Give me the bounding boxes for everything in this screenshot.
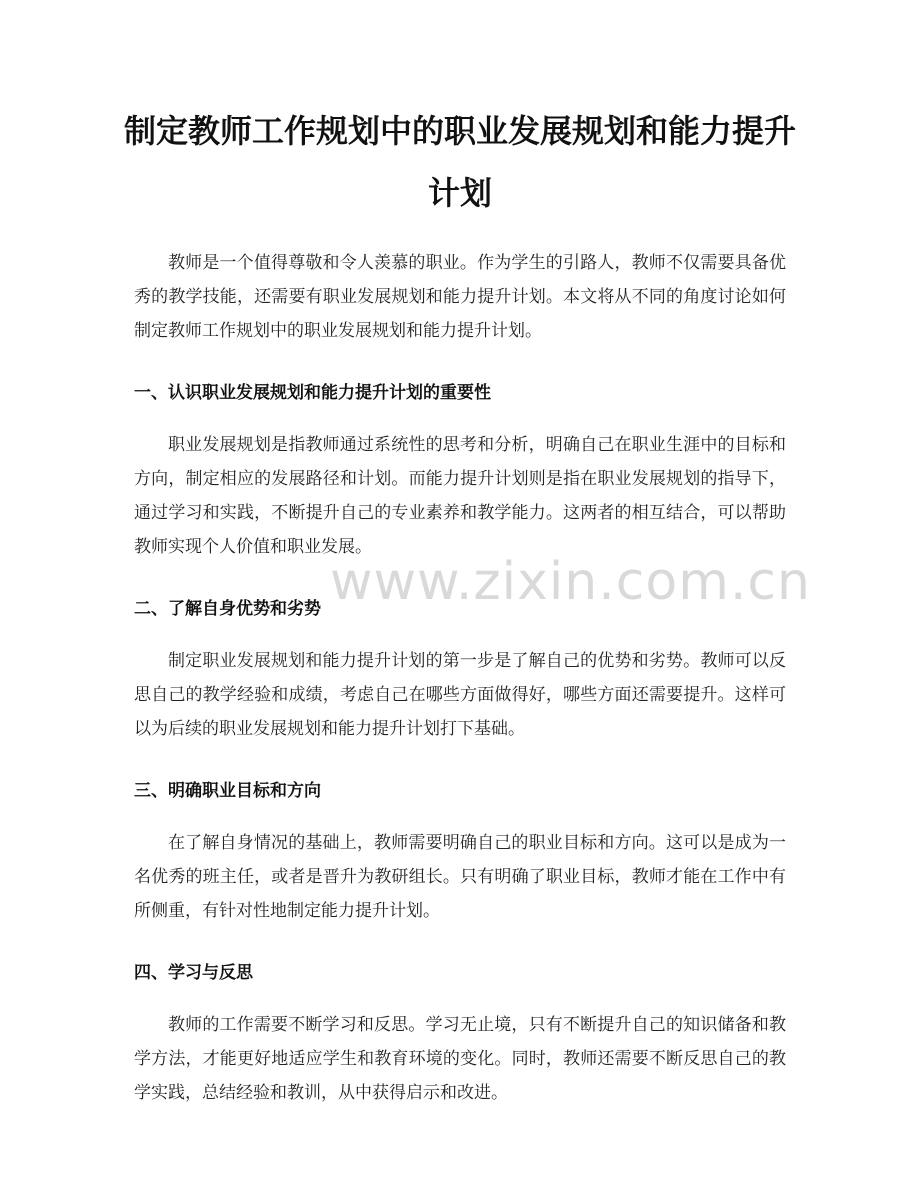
section-paragraph-4: 教师的工作需要不断学习和反思。学习无止境，只有不断提升自己的知识储备和教学方法，才能更好地适应学生和教育环境的变化。同时，教师还需要不断反思自己的教学实践，总结经验和教训，从中获得启示和改进。 — [134, 1015, 786, 1103]
section-heading-2: 二、了解自身优势和劣势 — [134, 599, 321, 619]
section-paragraph-3: 在了解自身情况的基础上，教师需要明确自己的职业目标和方向。这可以是成为一名优秀的班主任，或者是晋升为教研组长。只有明确了职业目标，教师才能在工作中有所侧重，有针对性地制定能力提升计划。 — [134, 833, 786, 921]
document-body — [134, 246, 786, 1110]
section-paragraph-1: 职业发展规划是指教师通过系统性的思考和分析，明确自己在职业生涯中的目标和方向，制定相应的发展路径和计划。而能力提升计划则是指在职业发展规划的指导下，通过学习和实践，不断提升自己的专业素养和教学能力。这两者的相互结合，可以帮助教师实现个人价值和职业发展。 — [134, 435, 786, 557]
section-heading-1: 一、认识职业发展规划和能力提升计划的重要性 — [134, 383, 491, 403]
section-heading-3: 三、明确职业目标和方向 — [134, 781, 321, 801]
page-title: 制定教师工作规划中的职业发展规划和能力提升计划 — [123, 112, 796, 212]
section-paragraph-2: 制定职业发展规划和能力提升计划的第一步是了解自己的优势和劣势。教师可以反思自己的教学经验和成绩，考虑自己在哪些方面做得好，哪些方面还需要提升。这样可以为后续的职业发展规划和能力提升计划打下基础。 — [134, 651, 786, 739]
section-heading-4: 四、学习与反思 — [134, 963, 253, 983]
watermark: www.zixin.com.cn — [330, 552, 811, 612]
intro-paragraph: 教师是一个值得尊敬和令人羡慕的职业。作为学生的引路人，教师不仅需要具备优秀的教学技能，还需要有职业发展规划和能力提升计划。本文将从不同的角度讨论如何制定教师工作规划中的职业发展规划和能力提升计划。 — [134, 253, 786, 341]
